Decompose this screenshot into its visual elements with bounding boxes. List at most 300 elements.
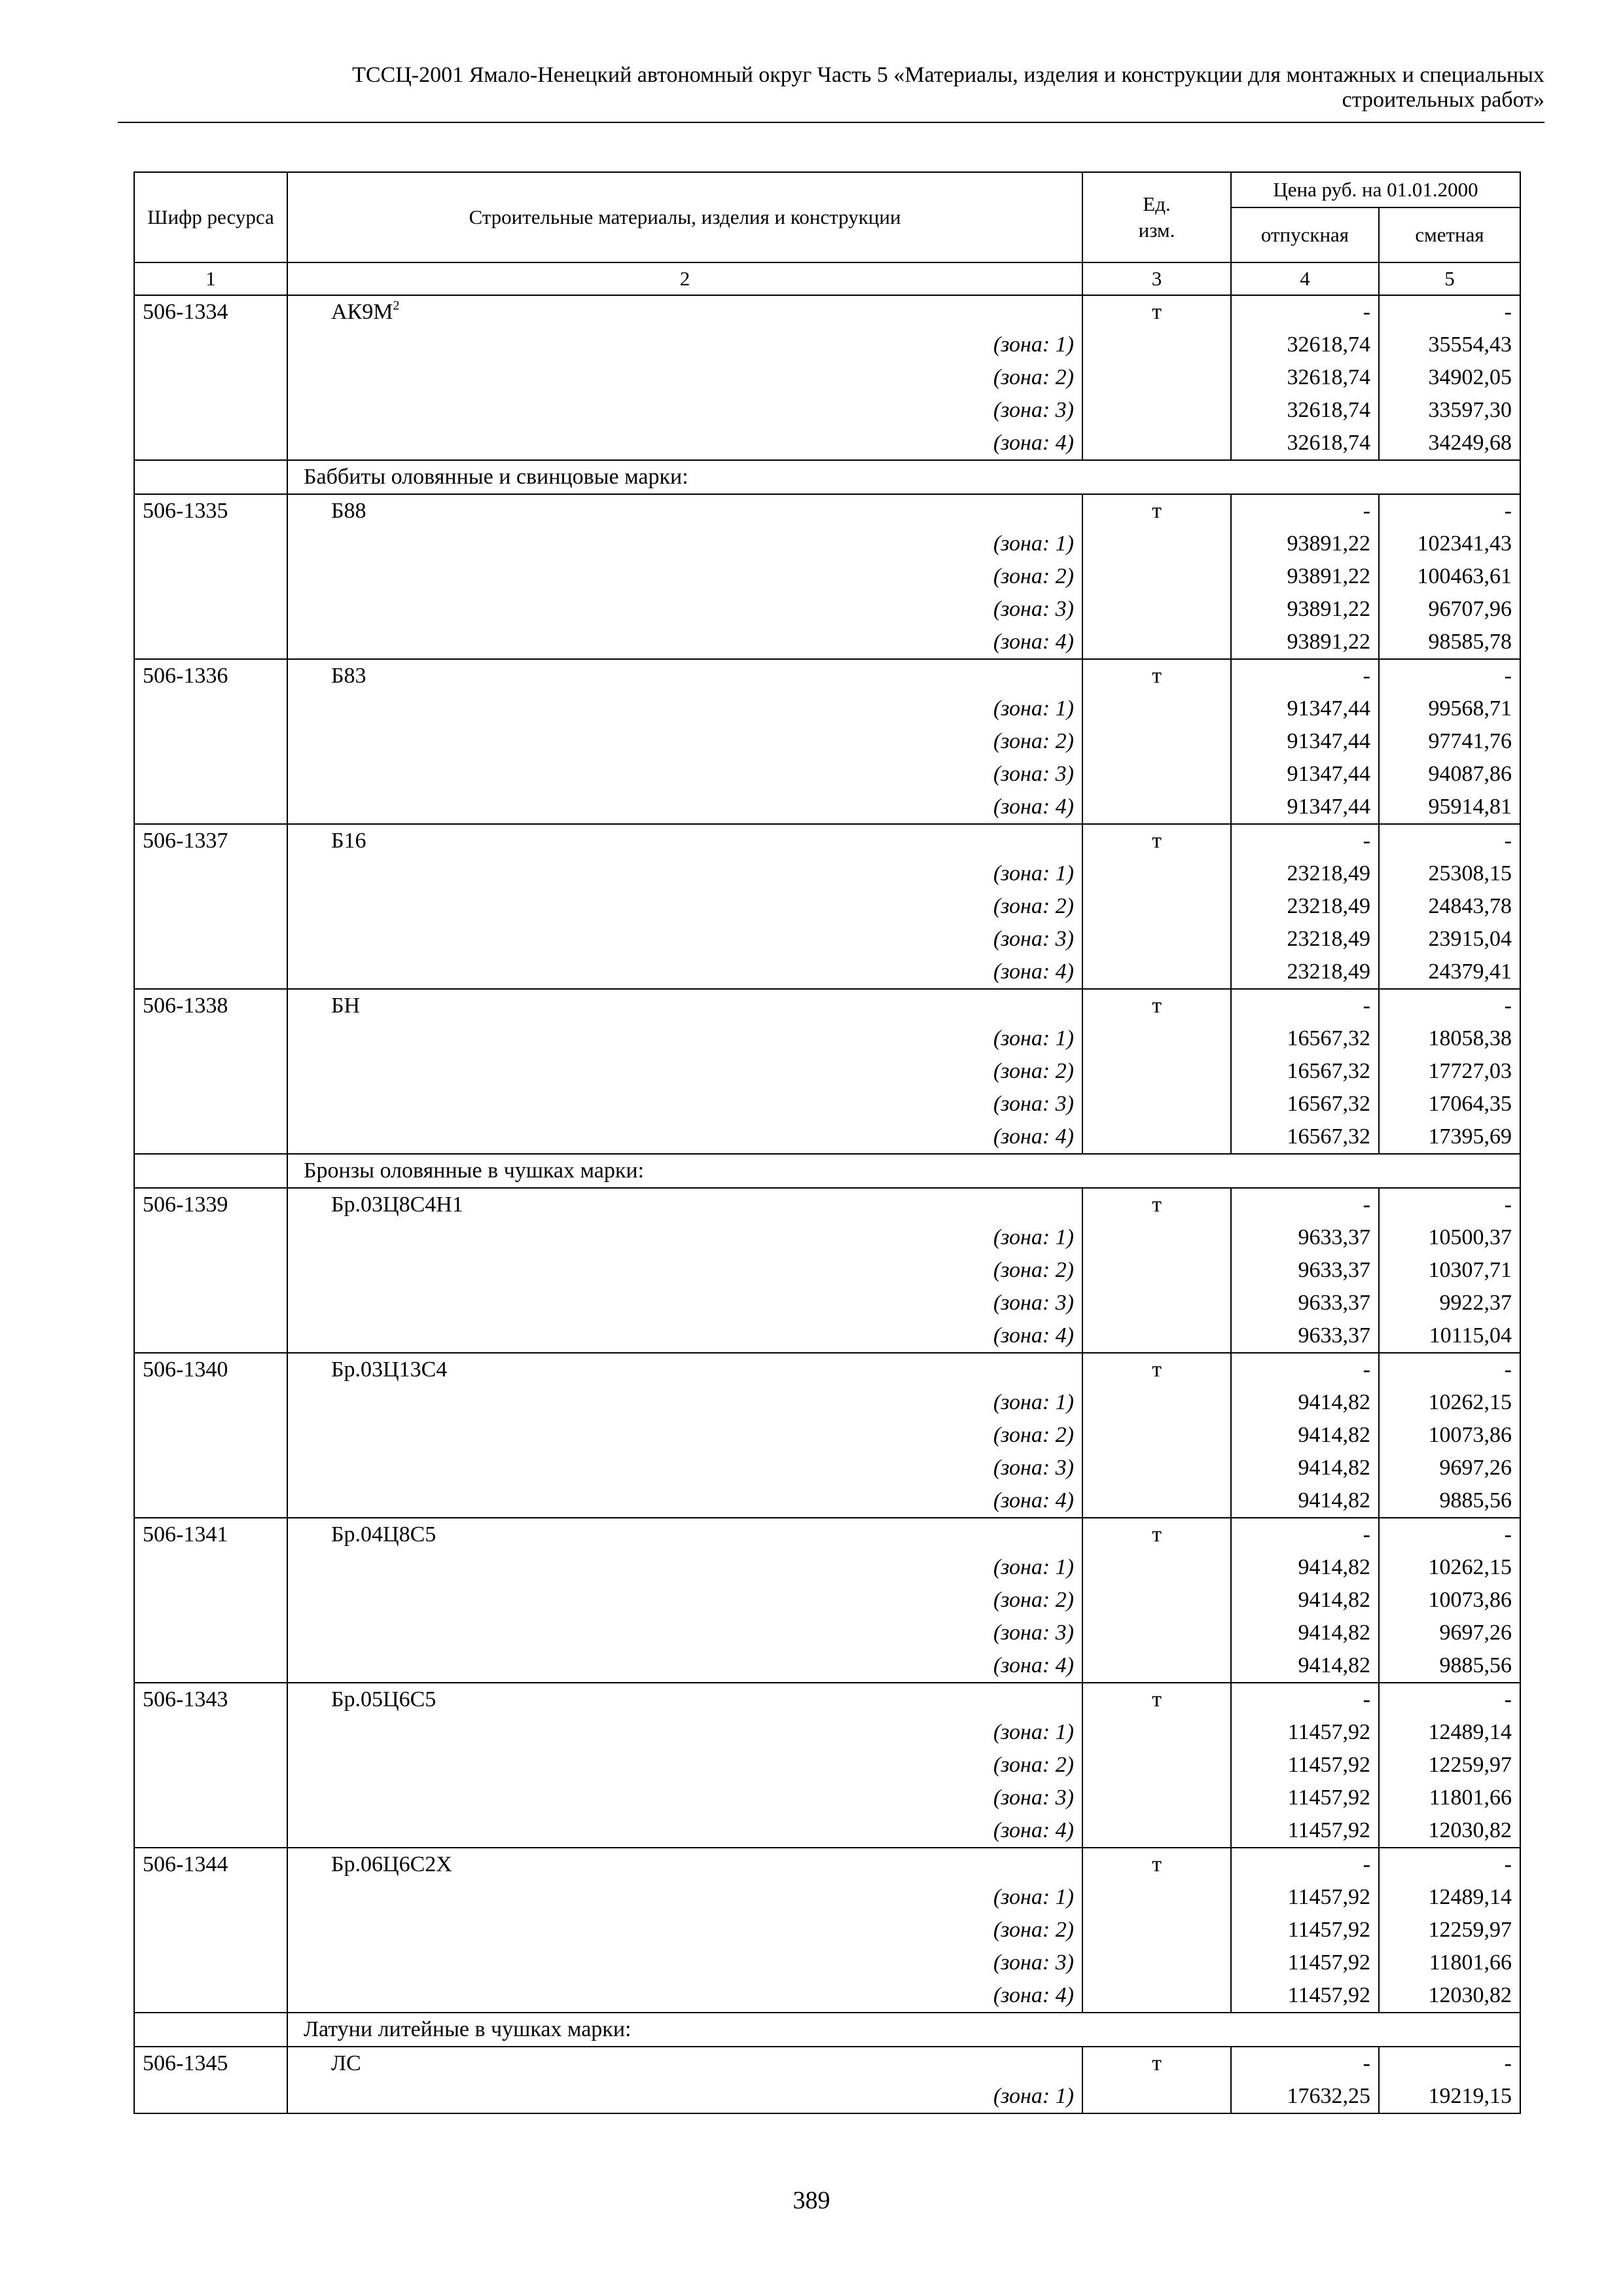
unit-cell: т <box>1082 1683 1231 1716</box>
zone-label: (зона: 3) <box>287 1617 1082 1649</box>
zone-unit-cell <box>1082 1484 1231 1518</box>
release-price: - <box>1231 1188 1379 1221</box>
resource-code: 506-1336 <box>134 659 287 692</box>
header-rule <box>118 122 1544 123</box>
material-name <box>287 2047 1082 2080</box>
zone-unit-cell <box>1082 1716 1231 1749</box>
zone-unit-cell <box>1082 1617 1231 1649</box>
zone-unit-cell <box>1082 528 1231 560</box>
zone-row <box>134 1287 1520 1319</box>
zone-code-cell <box>134 329 287 361</box>
zone-code-cell <box>134 725 287 758</box>
zone-unit-cell <box>1082 560 1231 593</box>
zone-code-cell <box>134 2080 287 2113</box>
section-row <box>134 460 1520 494</box>
material-name <box>287 1848 1082 1881</box>
unit-cell: т <box>1082 659 1231 692</box>
release-price: 9414,82 <box>1231 1386 1379 1419</box>
footnote-mark: 2 <box>393 298 400 313</box>
section-title: Латуни литейные в чушках марки: <box>287 2013 1520 2047</box>
zone-code-cell <box>134 1386 287 1419</box>
resource-code: 506-1337 <box>134 824 287 857</box>
release-price: 93891,22 <box>1231 593 1379 626</box>
estimate-price: - <box>1379 1683 1520 1716</box>
resource-code: 506-1338 <box>134 989 287 1022</box>
unit-cell: т <box>1082 494 1231 528</box>
zone-row <box>134 626 1520 659</box>
estimate-price: 10073,86 <box>1379 1584 1520 1617</box>
release-price: 23218,49 <box>1231 890 1379 923</box>
material-name-text: БН <box>331 994 361 1018</box>
zone-row <box>134 758 1520 791</box>
zone-row <box>134 956 1520 989</box>
zone-label: (зона: 3) <box>287 1782 1082 1814</box>
zone-code-cell <box>134 394 287 427</box>
zone-unit-cell <box>1082 1946 1231 1979</box>
section-code-cell <box>134 1154 287 1188</box>
release-price: 91347,44 <box>1231 791 1379 824</box>
estimate-price: 9885,56 <box>1379 1484 1520 1518</box>
material-name <box>287 989 1082 1022</box>
zone-label: (зона: 1) <box>287 1022 1082 1055</box>
zone-label: (зона: 4) <box>287 956 1082 989</box>
material-name <box>287 494 1082 528</box>
zone-label: (зона: 4) <box>287 626 1082 659</box>
release-price: 16567,32 <box>1231 1121 1379 1154</box>
zone-row <box>134 890 1520 923</box>
release-price: - <box>1231 1683 1379 1716</box>
zone-code-cell <box>134 626 287 659</box>
zone-row <box>134 1814 1520 1848</box>
zone-row <box>134 593 1520 626</box>
estimate-price: 12489,14 <box>1379 1716 1520 1749</box>
zone-row <box>134 1716 1520 1749</box>
unit-cell: т <box>1082 2047 1231 2080</box>
zone-unit-cell <box>1082 791 1231 824</box>
zone-code-cell <box>134 1088 287 1121</box>
zone-row <box>134 923 1520 956</box>
item-row <box>134 989 1520 1022</box>
zone-row <box>134 1022 1520 1055</box>
zone-row <box>134 361 1520 394</box>
zone-row <box>134 329 1520 361</box>
zone-row <box>134 427 1520 460</box>
zone-code-cell <box>134 593 287 626</box>
release-price: 9414,82 <box>1231 1484 1379 1518</box>
estimate-price: - <box>1379 824 1520 857</box>
estimate-price: - <box>1379 1518 1520 1551</box>
zone-row <box>134 1452 1520 1484</box>
estimate-price: 34902,05 <box>1379 361 1520 394</box>
zone-label: (зона: 2) <box>287 560 1082 593</box>
zone-label: (зона: 2) <box>287 1055 1082 1088</box>
col-number-2: 2 <box>287 262 1082 295</box>
zone-label: (зона: 3) <box>287 923 1082 956</box>
zone-code-cell <box>134 1716 287 1749</box>
unit-cell: т <box>1082 1518 1231 1551</box>
item-row <box>134 824 1520 857</box>
zone-code-cell <box>134 1452 287 1484</box>
release-price: 11457,92 <box>1231 1749 1379 1782</box>
release-price: 11457,92 <box>1231 1946 1379 1979</box>
estimate-price: 12259,97 <box>1379 1749 1520 1782</box>
release-price: 93891,22 <box>1231 626 1379 659</box>
estimate-price: - <box>1379 1188 1520 1221</box>
zone-code-cell <box>134 956 287 989</box>
zone-unit-cell <box>1082 857 1231 890</box>
release-price: 9414,82 <box>1231 1551 1379 1584</box>
zone-label: (зона: 4) <box>287 1484 1082 1518</box>
resource-code: 506-1335 <box>134 494 287 528</box>
estimate-price: 23915,04 <box>1379 923 1520 956</box>
material-name-text: Бр.06Ц6С2Х <box>331 1852 452 1876</box>
zone-row <box>134 1254 1520 1287</box>
zone-row <box>134 1386 1520 1419</box>
release-price: - <box>1231 824 1379 857</box>
zone-code-cell <box>134 1551 287 1584</box>
zone-label: (зона: 1) <box>287 1551 1082 1584</box>
estimate-price: - <box>1379 989 1520 1022</box>
zone-unit-cell <box>1082 1287 1231 1319</box>
release-price: - <box>1231 2047 1379 2080</box>
zone-unit-cell <box>1082 1452 1231 1484</box>
item-row <box>134 494 1520 528</box>
zone-label: (зона: 1) <box>287 1881 1082 1914</box>
zone-row <box>134 1649 1520 1683</box>
release-price: 91347,44 <box>1231 758 1379 791</box>
zone-code-cell <box>134 1419 287 1452</box>
estimate-price: 10073,86 <box>1379 1419 1520 1452</box>
zone-row <box>134 857 1520 890</box>
zone-unit-cell <box>1082 394 1231 427</box>
material-name-text: Б16 <box>331 829 366 853</box>
zone-label: (зона: 3) <box>287 1088 1082 1121</box>
zone-row <box>134 1055 1520 1088</box>
release-price: 9414,82 <box>1231 1452 1379 1484</box>
col-number-1: 1 <box>134 262 287 295</box>
release-price: - <box>1231 989 1379 1022</box>
zone-code-cell <box>134 427 287 460</box>
resource-code: 506-1339 <box>134 1188 287 1221</box>
estimate-price: 17727,03 <box>1379 1055 1520 1088</box>
zone-unit-cell <box>1082 329 1231 361</box>
zone-label: (зона: 3) <box>287 758 1082 791</box>
estimate-price: 25308,15 <box>1379 857 1520 890</box>
zone-label: (зона: 2) <box>287 725 1082 758</box>
release-price: 9414,82 <box>1231 1617 1379 1649</box>
estimate-price: 17064,35 <box>1379 1088 1520 1121</box>
estimate-price: 11801,66 <box>1379 1782 1520 1814</box>
item-row <box>134 295 1520 329</box>
resource-code: 506-1334 <box>134 295 287 329</box>
col-header-price: Цена руб. на 01.01.2000 <box>1231 172 1520 207</box>
material-name <box>287 1353 1082 1386</box>
zone-row <box>134 2080 1520 2113</box>
zone-row <box>134 1419 1520 1452</box>
header-line-2: строительных работ» <box>1342 88 1544 112</box>
zone-code-cell <box>134 1022 287 1055</box>
zone-code-cell <box>134 528 287 560</box>
estimate-price: 12259,97 <box>1379 1914 1520 1946</box>
resource-code: 506-1344 <box>134 1848 287 1881</box>
zone-label: (зона: 2) <box>287 361 1082 394</box>
zone-label: (зона: 1) <box>287 528 1082 560</box>
release-price: 11457,92 <box>1231 1782 1379 1814</box>
release-price: - <box>1231 1848 1379 1881</box>
estimate-price: 99568,71 <box>1379 692 1520 725</box>
material-name <box>287 1683 1082 1716</box>
zone-label: (зона: 1) <box>287 2080 1082 2113</box>
release-price: 9633,37 <box>1231 1254 1379 1287</box>
release-price: 17632,25 <box>1231 2080 1379 2113</box>
section-row <box>134 1154 1520 1188</box>
zone-label: (зона: 3) <box>287 1452 1082 1484</box>
release-price: 9414,82 <box>1231 1419 1379 1452</box>
zone-label: (зона: 3) <box>287 593 1082 626</box>
zone-code-cell <box>134 1055 287 1088</box>
zone-code-cell <box>134 1319 287 1353</box>
zone-code-cell <box>134 1287 287 1319</box>
unit-cell: т <box>1082 824 1231 857</box>
estimate-price: 12030,82 <box>1379 1979 1520 2013</box>
release-price: - <box>1231 1353 1379 1386</box>
estimate-price: 10307,71 <box>1379 1254 1520 1287</box>
zone-row <box>134 1484 1520 1518</box>
zone-code-cell <box>134 923 287 956</box>
release-price: 9414,82 <box>1231 1584 1379 1617</box>
resource-code: 506-1340 <box>134 1353 287 1386</box>
zone-code-cell <box>134 1814 287 1848</box>
release-price: 11457,92 <box>1231 1881 1379 1914</box>
zone-unit-cell <box>1082 1386 1231 1419</box>
estimate-price: 12489,14 <box>1379 1881 1520 1914</box>
zone-unit-cell <box>1082 956 1231 989</box>
zone-row <box>134 725 1520 758</box>
zone-row <box>134 1088 1520 1121</box>
zone-row <box>134 1881 1520 1914</box>
estimate-price: 95914,81 <box>1379 791 1520 824</box>
zone-unit-cell <box>1082 1979 1231 2013</box>
zone-unit-cell <box>1082 626 1231 659</box>
estimate-price: 10500,37 <box>1379 1221 1520 1254</box>
zone-unit-cell <box>1082 1749 1231 1782</box>
material-name <box>287 824 1082 857</box>
release-price: 91347,44 <box>1231 725 1379 758</box>
unit-cell: т <box>1082 989 1231 1022</box>
release-price: 23218,49 <box>1231 923 1379 956</box>
zone-label: (зона: 4) <box>287 1814 1082 1848</box>
zone-code-cell <box>134 758 287 791</box>
zone-unit-cell <box>1082 758 1231 791</box>
release-price: 11457,92 <box>1231 1814 1379 1848</box>
zone-label: (зона: 2) <box>287 1254 1082 1287</box>
estimate-price: - <box>1379 659 1520 692</box>
item-row <box>134 1518 1520 1551</box>
zone-label: (зона: 1) <box>287 1716 1082 1749</box>
zone-unit-cell <box>1082 1221 1231 1254</box>
zone-unit-cell <box>1082 1319 1231 1353</box>
zone-label: (зона: 1) <box>287 857 1082 890</box>
zone-code-cell <box>134 1221 287 1254</box>
zone-unit-cell <box>1082 427 1231 460</box>
zone-row <box>134 1946 1520 1979</box>
zone-label: (зона: 4) <box>287 1121 1082 1154</box>
zone-row <box>134 1782 1520 1814</box>
zone-unit-cell <box>1082 1649 1231 1683</box>
unit-cell: т <box>1082 1848 1231 1881</box>
release-price: 23218,49 <box>1231 857 1379 890</box>
zone-code-cell <box>134 1881 287 1914</box>
release-price: - <box>1231 1518 1379 1551</box>
resource-code: 506-1345 <box>134 2047 287 2080</box>
zone-label: (зона: 4) <box>287 1649 1082 1683</box>
material-name-text: Бр.05Ц6С5 <box>331 1687 437 1712</box>
zone-row <box>134 560 1520 593</box>
col-number-4: 4 <box>1231 262 1379 295</box>
zone-unit-cell <box>1082 1914 1231 1946</box>
estimate-price: 33597,30 <box>1379 394 1520 427</box>
zone-label: (зона: 1) <box>287 1386 1082 1419</box>
zone-unit-cell <box>1082 2080 1231 2113</box>
zone-unit-cell <box>1082 725 1231 758</box>
zone-row <box>134 1221 1520 1254</box>
zone-unit-cell <box>1082 692 1231 725</box>
col-number-5: 5 <box>1379 262 1520 295</box>
estimate-price: - <box>1379 1848 1520 1881</box>
zone-row <box>134 394 1520 427</box>
zone-row <box>134 1319 1520 1353</box>
zone-label: (зона: 3) <box>287 1287 1082 1319</box>
item-row <box>134 1848 1520 1881</box>
zone-label: (зона: 3) <box>287 1946 1082 1979</box>
section-title: Бронзы оловянные в чушках марки: <box>287 1154 1520 1188</box>
item-row <box>134 1353 1520 1386</box>
estimate-price: - <box>1379 494 1520 528</box>
resource-code: 506-1343 <box>134 1683 287 1716</box>
release-price: 91347,44 <box>1231 692 1379 725</box>
release-price: 93891,22 <box>1231 560 1379 593</box>
zone-unit-cell <box>1082 1814 1231 1848</box>
estimate-price: 24843,78 <box>1379 890 1520 923</box>
zone-label: (зона: 2) <box>287 1749 1082 1782</box>
zone-unit-cell <box>1082 1121 1231 1154</box>
estimate-price: 18058,38 <box>1379 1022 1520 1055</box>
resource-code: 506-1341 <box>134 1518 287 1551</box>
zone-code-cell <box>134 1617 287 1649</box>
col-header-unit: Ед. изм. <box>1082 172 1231 262</box>
release-price: 32618,74 <box>1231 329 1379 361</box>
estimate-price: 11801,66 <box>1379 1946 1520 1979</box>
release-price: 9633,37 <box>1231 1319 1379 1353</box>
estimate-price: 100463,61 <box>1379 560 1520 593</box>
material-name <box>287 1188 1082 1221</box>
estimate-price: 24379,41 <box>1379 956 1520 989</box>
material-name-text: Б83 <box>331 664 366 688</box>
zone-code-cell <box>134 1121 287 1154</box>
estimate-price: 97741,76 <box>1379 725 1520 758</box>
release-price: 32618,74 <box>1231 361 1379 394</box>
material-name <box>287 295 1082 329</box>
zone-label: (зона: 2) <box>287 890 1082 923</box>
item-row <box>134 2047 1520 2080</box>
unit-cell: т <box>1082 295 1231 329</box>
zone-row <box>134 791 1520 824</box>
material-name-text: ЛС <box>331 2051 361 2075</box>
col-number-3: 3 <box>1082 262 1231 295</box>
zone-code-cell <box>134 1254 287 1287</box>
release-price: 9633,37 <box>1231 1221 1379 1254</box>
zone-unit-cell <box>1082 361 1231 394</box>
release-price: 11457,92 <box>1231 1716 1379 1749</box>
material-name-text: Бр.03Ц8С4Н1 <box>331 1193 463 1217</box>
estimate-price: 17395,69 <box>1379 1121 1520 1154</box>
zone-label: (зона: 1) <box>287 1221 1082 1254</box>
estimate-price: 10262,15 <box>1379 1551 1520 1584</box>
zone-row <box>134 692 1520 725</box>
zone-code-cell <box>134 1946 287 1979</box>
release-price: 16567,32 <box>1231 1022 1379 1055</box>
zone-code-cell <box>134 857 287 890</box>
section-code-cell <box>134 460 287 494</box>
zone-unit-cell <box>1082 1022 1231 1055</box>
page-number: 389 <box>793 2187 830 2214</box>
estimate-price: 9885,56 <box>1379 1649 1520 1683</box>
release-price: - <box>1231 659 1379 692</box>
zone-label: (зона: 2) <box>287 1584 1082 1617</box>
table-body <box>134 295 1520 2113</box>
zone-code-cell <box>134 361 287 394</box>
zone-row <box>134 1749 1520 1782</box>
zone-unit-cell <box>1082 1055 1231 1088</box>
zone-unit-cell <box>1082 890 1231 923</box>
unit-cell: т <box>1082 1188 1231 1221</box>
zone-code-cell <box>134 1914 287 1946</box>
zone-unit-cell <box>1082 593 1231 626</box>
estimate-price: - <box>1379 2047 1520 2080</box>
zone-code-cell <box>134 1484 287 1518</box>
release-price: 16567,32 <box>1231 1088 1379 1121</box>
item-row <box>134 659 1520 692</box>
release-price: 11457,92 <box>1231 1914 1379 1946</box>
zone-row <box>134 1914 1520 1946</box>
zone-unit-cell <box>1082 1584 1231 1617</box>
estimate-price: 35554,43 <box>1379 329 1520 361</box>
estimate-price: 9922,37 <box>1379 1287 1520 1319</box>
section-title: Баббиты оловянные и свинцовые марки: <box>287 460 1520 494</box>
price-table <box>134 171 1521 2114</box>
zone-row <box>134 528 1520 560</box>
zone-label: (зона: 3) <box>287 394 1082 427</box>
estimate-price: 98585,78 <box>1379 626 1520 659</box>
material-name-text: АК9М <box>331 300 393 324</box>
zone-label: (зона: 4) <box>287 1319 1082 1353</box>
unit-cell: т <box>1082 1353 1231 1386</box>
release-price: 11457,92 <box>1231 1979 1379 2013</box>
release-price: 32618,74 <box>1231 427 1379 460</box>
zone-label: (зона: 4) <box>287 791 1082 824</box>
zone-label: (зона: 4) <box>287 427 1082 460</box>
estimate-price: 102341,43 <box>1379 528 1520 560</box>
estimate-price: 12030,82 <box>1379 1814 1520 1848</box>
zone-code-cell <box>134 1979 287 2013</box>
section-row <box>134 2013 1520 2047</box>
zone-code-cell <box>134 1749 287 1782</box>
material-name-text: Бр.04Ц8С5 <box>331 1522 437 1547</box>
zone-unit-cell <box>1082 1254 1231 1287</box>
col-header-release: отпускная <box>1231 207 1379 262</box>
section-code-cell <box>134 2013 287 2047</box>
estimate-price: 96707,96 <box>1379 593 1520 626</box>
